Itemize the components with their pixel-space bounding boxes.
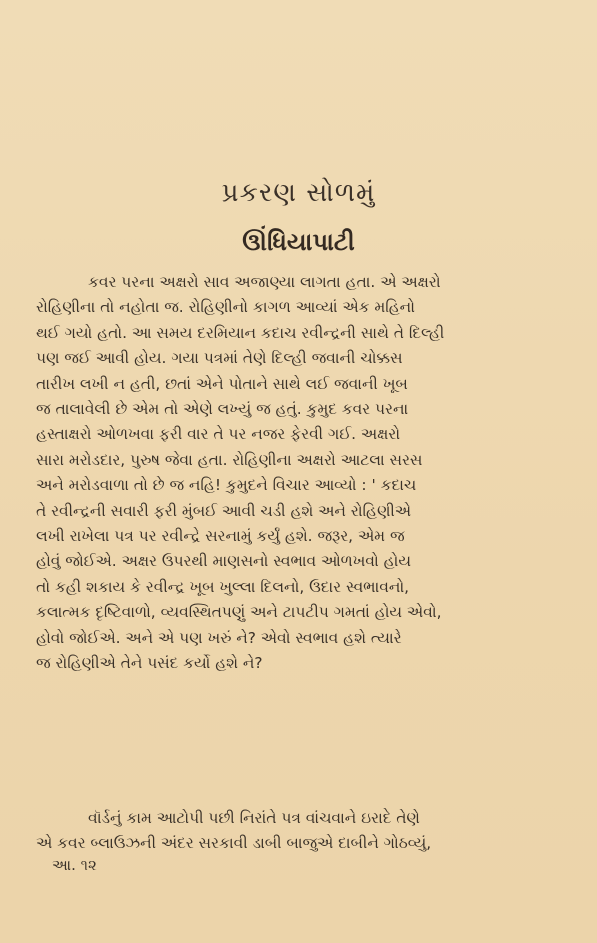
text-line: હસ્તાક્ષરો ઓળખવા ફરી વાર તે પર નજર ફેરવી ગઈ. અક્ષરો (36, 425, 401, 444)
text-line: એ કવર બ્લાઉઝની અંદર સરકાવી ડાબી બાજુએ દાબીને ગોઠવ્યું, (36, 834, 432, 853)
text-line: તારીખ લખી ન હતી, છતાં એને પોતાને સાથે લઈ જવાની ખૂબ (36, 374, 408, 393)
page-signature: આ. ૧૨ (52, 856, 97, 874)
paragraph (36, 806, 558, 857)
text-line: પણ જઈ આવી હોય. ગયા પત્રમાં તેણે દિલ્હી જવાની ચોક્કસ (36, 349, 403, 368)
paragraph (36, 270, 558, 677)
text-line: જ રોહિણીએ તેને પસંદ કર્યો હશે ને? (36, 654, 263, 673)
text-line: હોવું જોઈએ. અક્ષર ઉપરથી માણસનો સ્વભાવ ઓળખવો હોય (36, 552, 411, 571)
text-line: થઈ ગયો હતો. આ સમય દરમિયાન કદાચ રવીન્દ્રની સાથે તે દિલ્હી (36, 323, 445, 342)
chapter-heading: પ્રકરણ સોળમું (221, 178, 376, 208)
chapter-title: ઊંધિયાપાટી (242, 228, 355, 256)
text-line: તો કહી શકાય કે રવીન્દ્ર ખૂબ ખુલ્લા દિલનો, ઉદાર સ્વભાવનો, (36, 577, 410, 596)
text-line: કવર પરના અક્ષરો સાવ અજાણ્યા લાગતા હતા. એ અક્ષરો (88, 273, 441, 291)
text-line: હોવો જોઈએ. અને એ પણ ખરું ને? એવો સ્વભાવ હશે ત્યારે (36, 628, 402, 647)
text-line: વૉર્ડનું કામ આટોપી પછી નિરાંતે પત્ર વાંચવાને ઇરાદે તેણે (88, 809, 420, 827)
text-line: જ તાલાવેલી છે એમ તો એણે લખ્યું જ હતું. કુમુદ કવર પરના (36, 400, 409, 419)
text-line: લખી રાખેલા પત્ર પર રવીન્દ્રે સરનામું કર્યું હશે. જરૂર, એમ જ (36, 527, 405, 546)
text-line: રોહિણીના તો નહોતા જ. રોહિણીનો કાગળ આવ્યાં એક મહિનો (36, 298, 415, 317)
text-line: કલાત્મક દૃષ્ટિવાળો, વ્યવસ્થિતપણું અને ટાપટીપ ગમતાં હોય એવો, (36, 603, 442, 622)
text-line: અને મરોડવાળા તો છે જ નહિ! કુમુદને વિચાર આવ્યો : ' કદાચ (36, 476, 417, 495)
text-line: તે રવીન્દ્રની સવારી ફરી મુંબઈ આવી ચડી હશે અને રોહિણીએ (36, 501, 412, 520)
text-line: સારા મરોડદાર, પુરુષ જેવા હતા. રોહિણીના અક્ષરો આટલા સરસ (36, 450, 423, 469)
